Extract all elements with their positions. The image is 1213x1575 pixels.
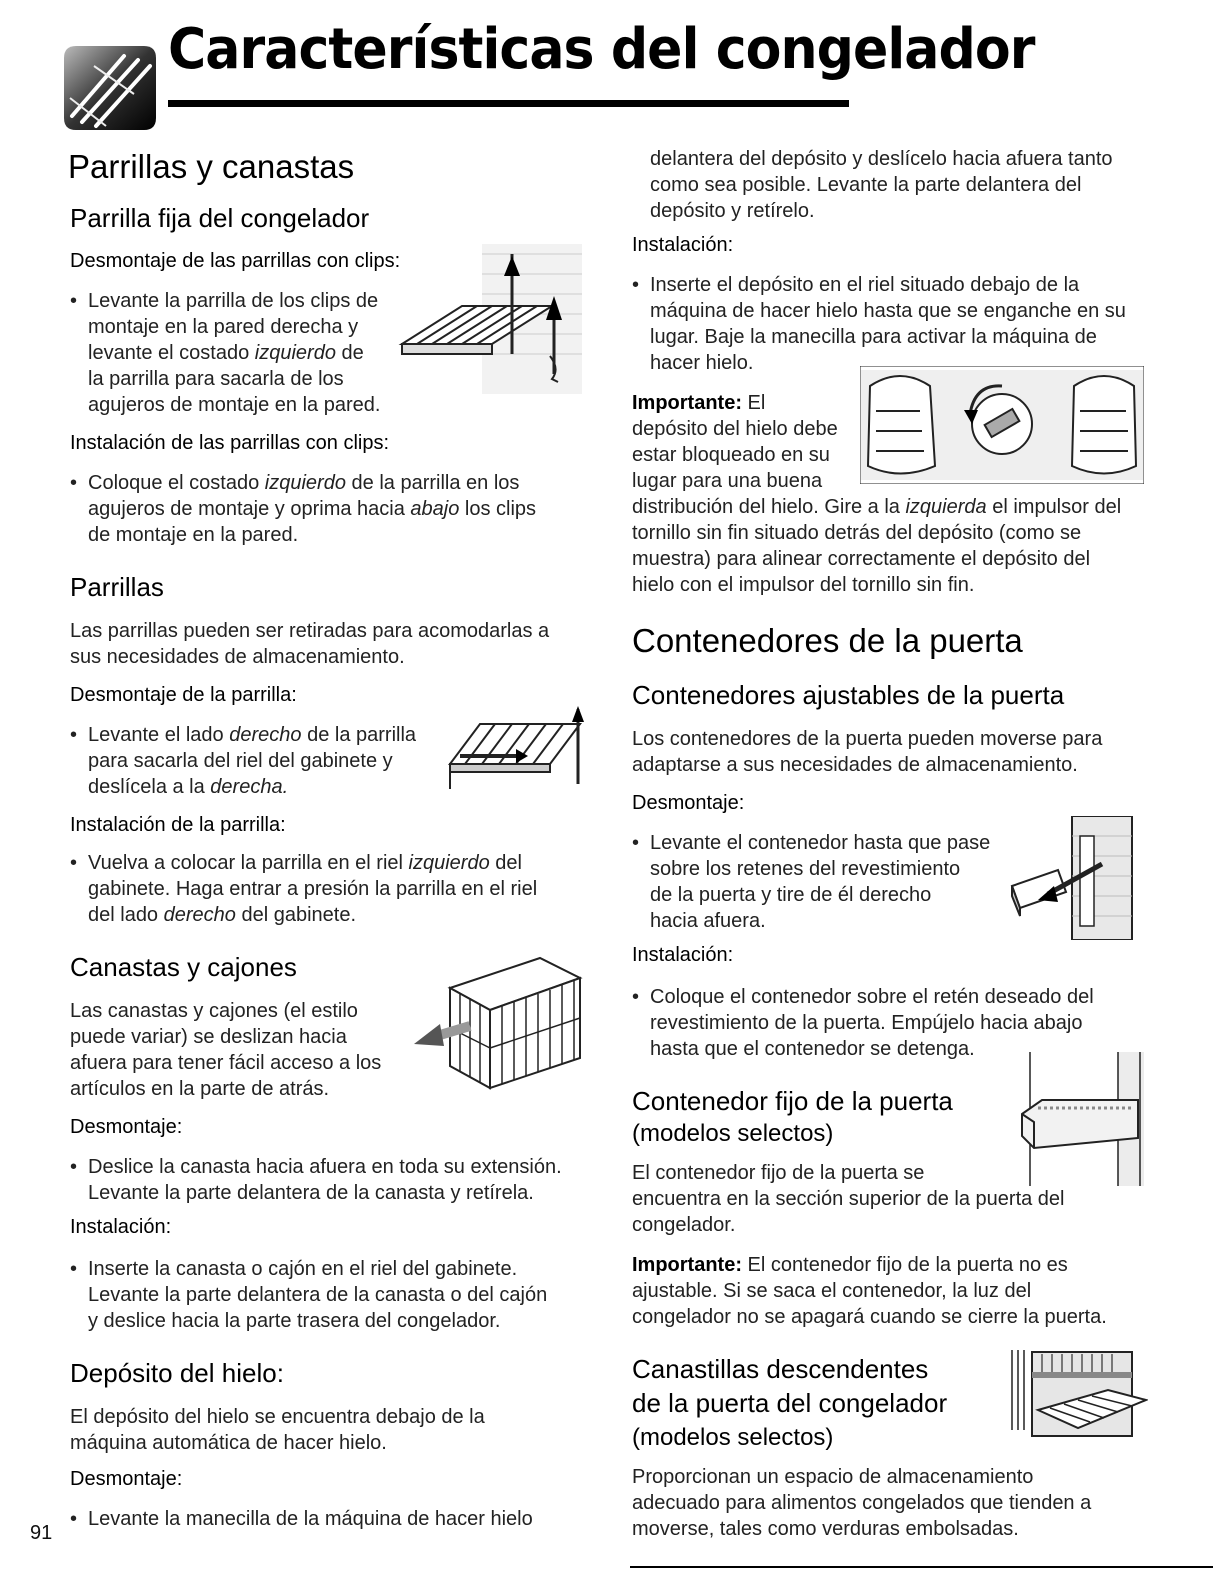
baskets-remove-list xyxy=(70,1154,610,1206)
ice-remove-continued: delantera del depósito y deslícelo hacia afuera tanto como sea posible. Levante la parte delantera del depósito y retírelo. xyxy=(650,148,1113,222)
ice-bin-auger-illustration xyxy=(860,366,1144,484)
heading-ice-remove: Desmontaje: xyxy=(70,1468,183,1490)
heading-adjustable-remove: Desmontaje: xyxy=(632,792,745,814)
adjustable-install-list xyxy=(632,984,1172,1062)
ice-install-list xyxy=(632,272,1172,376)
door-bin-illustration xyxy=(1008,816,1136,940)
section-title-door-bins: Contenedores de la puerta xyxy=(632,622,1023,659)
section-title-shelves-baskets: Parrillas y canastas xyxy=(68,148,355,185)
shelf-remove-list xyxy=(70,722,450,800)
list-item: • Levante la manecilla de la máquina de hacer hielo xyxy=(70,1506,610,1532)
shelves-text: Las parrillas pueden ser retiradas para acomodarlas a sus necesidades de almacenamiento. xyxy=(70,620,550,668)
wire-basket-illustration xyxy=(410,948,590,1100)
heading-shelf-install: Instalación de la parrilla: xyxy=(70,814,286,836)
slide-shelf-illustration xyxy=(440,704,590,794)
subsection-title-fixed-shelf: Parrilla fija del congelador xyxy=(70,203,370,233)
subsection-title-fixed-bin: Contenedor fijo de la puerta xyxy=(632,1086,953,1116)
subsection-title-tilt-bins: Canastillas descendentes de la puerta del congelador xyxy=(632,1354,948,1418)
adjustable-bins-text: Los contenedores de la puerta pueden moverse para adaptarse a sus necesidades de almacenamiento. xyxy=(632,728,1103,776)
list-item: • Inserte la canasta o cajón en el riel del gabinete. Levante la parte delantera de la canasta o del cajón y deslice hacia la parte trasera del congelador. xyxy=(70,1256,610,1334)
subsection-title-ice-bin: Depósito del hielo: xyxy=(70,1358,284,1388)
list-item: • Coloque el contenedor sobre el retén deseado del revestimiento de la puerta. Empújelo hacia abajo hasta que el contenedor se detenga. xyxy=(632,984,1172,1062)
ice-bin-text: El depósito del hielo se encuentra debajo de la máquina automática de hacer hielo. xyxy=(70,1406,485,1454)
list-item: • Coloque el costado izquierdo de la parrilla en los agujeros de montaje y oprima hacia abajo los clips de montaje en la pared. xyxy=(70,470,590,548)
baskets-text: Las canastas y cajones (el estilo puede variar) se deslizan hacia afuera para tener fácil acceso a los artículos en la parte de atrás. xyxy=(70,1000,382,1100)
fixed-bin-text: El contenedor fijo de la puerta se encuentra en la sección superior de la puerta del congelador. xyxy=(632,1162,1065,1236)
tilt-bins-models-note: (modelos selectos) xyxy=(632,1424,834,1451)
tilt-bins-text: Proporcionan un espacio de almacenamiento adecuado para alimentos congelados que tienden a moverse, tales como verduras embolsadas. xyxy=(632,1466,1092,1540)
fixed-bin-models-note: (modelos selectos) xyxy=(632,1120,834,1147)
ice-remove-list xyxy=(70,1506,610,1532)
heading-clip-remove: Desmontaje de las parrillas con clips: xyxy=(70,250,401,272)
list-item: • Inserte el depósito en el riel situado debajo de la máquina de hacer hielo hasta que se enganche en su lugar. Baje la manecilla para activar la máquina de hacer hielo. xyxy=(632,272,1172,376)
heading-clip-install: Instalación de las parrillas con clips: xyxy=(70,432,390,454)
heading-ice-install: Instalación: xyxy=(632,234,734,256)
list-item: • Vuelva a colocar la parrilla en el riel izquierdo del gabinete. Haga entrar a presión la parrilla en el riel del lado derecho del gabinete. xyxy=(70,850,590,928)
important-note-continued: distribución del hielo. Gire a la izquierda el impulsor del tornillo sin fin situado detrás del depósito (como se muestra) para alinear correctamente el depósito del hielo con el impulsor del tornillo sin fin. xyxy=(632,496,1122,596)
subsection-title-adjustable-bins: Contenedores ajustables de la puerta xyxy=(632,680,1065,710)
freezer-shelf-icon xyxy=(64,46,156,130)
baskets-install-list xyxy=(70,1256,610,1334)
wire-shelf-illustration xyxy=(382,244,582,394)
list-item: • Deslice la canasta hacia afuera en toda su extensión. Levante la parte delantera de la canasta y retírela. xyxy=(70,1154,610,1206)
tilt-out-bin-illustration xyxy=(1008,1350,1148,1440)
heading-adjustable-install: Instalación: xyxy=(632,944,734,966)
fixed-bin-important-note: Importante: El contenedor fijo de la puerta no es ajustable. Si se saca el contenedor, la luz del congelador no se apagará cuando se cierre la puerta. xyxy=(632,1254,1107,1328)
clip-remove-list xyxy=(70,288,410,418)
page-title: Características del congelador xyxy=(168,17,1035,82)
shelf-install-list xyxy=(70,850,590,928)
title-underline xyxy=(168,100,849,107)
heading-baskets-remove: Desmontaje: xyxy=(70,1116,183,1138)
heading-shelf-remove: Desmontaje de la parrilla: xyxy=(70,684,297,706)
subsection-title-shelves: Parrillas xyxy=(70,572,164,602)
bottom-rule xyxy=(630,1566,1213,1568)
important-note-ice: Importante: El depósito del hielo debe estar bloqueado en su lugar para una buena xyxy=(632,392,838,492)
list-item: • Levante el contenedor hasta que pase sobre los retenes del revestimiento de la puerta y tire de él derecho hacia afuera. xyxy=(632,830,1012,934)
adjustable-remove-list xyxy=(632,830,1012,934)
clip-install-list xyxy=(70,470,590,548)
subsection-title-baskets: Canastas y cajones xyxy=(70,952,297,982)
list-item: • Levante la parrilla de los clips de montaje en la pared derecha y levante el costado izquierdo de la parrilla para sacarla de los agujeros de montaje en la pared. xyxy=(70,288,410,418)
list-item: • Levante el lado derecho de la parrilla para sacarla del riel del gabinete y deslícela a la derecha. xyxy=(70,722,450,800)
heading-baskets-install: Instalación: xyxy=(70,1216,172,1238)
page-number: 91 xyxy=(30,1522,53,1544)
